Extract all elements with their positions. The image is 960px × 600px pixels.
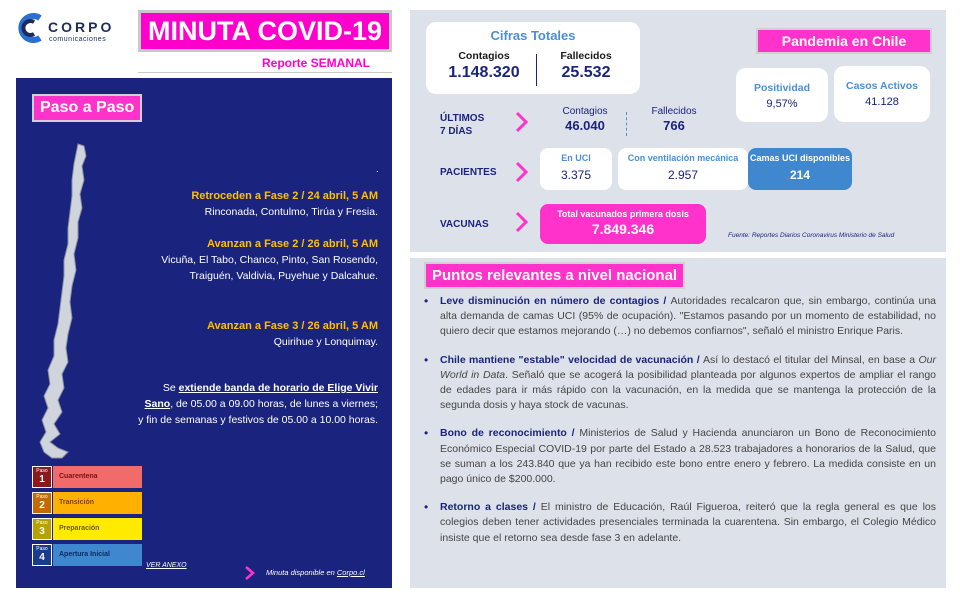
logo-subtitle: comunicaciones bbox=[49, 36, 107, 43]
ultimos-contagios-value: 46.040 bbox=[565, 118, 605, 133]
ultimos-contagios-label: Contagios bbox=[562, 106, 608, 117]
puntos-list bbox=[422, 294, 936, 559]
corpo-logo bbox=[18, 12, 128, 48]
legend-number bbox=[32, 492, 52, 514]
vent-label: Con ventilación mecánica bbox=[627, 153, 739, 163]
vacunas-label: VACUNAS bbox=[440, 219, 489, 230]
ultimos-line-2: 7 DÍAS bbox=[440, 126, 473, 137]
ultimos-line-1: ÚLTIMOS bbox=[440, 113, 485, 124]
ultimos-contagios bbox=[540, 106, 630, 133]
paso-a-paso-title: Paso a Paso bbox=[32, 94, 142, 122]
bullet-body: Autoridades recalcaron que, sin embargo, continúa una alta demanda de camas UCI (95% de ocupación). "Estamos pasando por un momento de estabilidad, no quiero decir que estamos mejorando (…) no debemos confiarnos", señaló el ministro Enrique Paris. bbox=[440, 295, 936, 338]
fallecidos-value: 25.532 bbox=[561, 64, 611, 81]
pandemia-title: Pandemia en Chile bbox=[756, 28, 932, 54]
list-item bbox=[422, 294, 936, 340]
chile-map-icon bbox=[32, 142, 112, 462]
uci-value: 3.375 bbox=[560, 168, 592, 182]
ver-anexo-link[interactable]: VER ANEXO bbox=[146, 562, 187, 569]
legend-label: Transición bbox=[53, 492, 142, 514]
report-subtitle: Reporte SEMANAL bbox=[262, 56, 371, 70]
ultimos-divider bbox=[626, 112, 627, 136]
extension-pre: Se bbox=[162, 382, 179, 394]
legend-number-value: 2 bbox=[39, 500, 45, 511]
fase-heading: Retroceden a Fase 2 / 24 abril, 5 AM bbox=[191, 190, 378, 202]
contagios-value: 1.148.320 bbox=[448, 64, 520, 81]
positividad-label: Positividad bbox=[753, 82, 810, 94]
cifras-totales-card bbox=[426, 22, 640, 94]
legend-number-value: 1 bbox=[39, 474, 45, 485]
pacientes-label: PACIENTES bbox=[440, 167, 497, 178]
chevron-right-icon bbox=[244, 565, 256, 581]
legend-row-apertura bbox=[32, 544, 128, 566]
vac-value: 7.849.346 bbox=[591, 221, 655, 237]
en-uci-card bbox=[540, 148, 612, 190]
elige-vivir-sano-link: extiende banda de horario de Elige Vivir Sano bbox=[144, 382, 378, 410]
contagios-label: Contagios bbox=[458, 50, 510, 62]
uci-label: En UCI bbox=[561, 153, 591, 163]
bullet-body: El ministro de Educación, Raúl Figueroa, reiteró que la regla general es que los colegios deben tener actividades presenciales terminada la cuarentena. Sin embargo, el Colegio Médico insiste que el retorno sea desde fase 3 en adelante. bbox=[440, 501, 936, 544]
legend-paso-tag: Paso bbox=[36, 468, 48, 474]
legend-number bbox=[32, 518, 52, 540]
ultimos-fallecidos bbox=[634, 106, 714, 133]
vent-value: 2.957 bbox=[667, 168, 699, 182]
legend-paso-tag: Paso bbox=[36, 546, 48, 552]
fallecidos-total bbox=[536, 50, 636, 82]
legend-row-preparacion bbox=[32, 518, 128, 540]
page-title: MINUTA COVID-19 bbox=[138, 10, 392, 52]
vac-label: Total vacunados primera dosis bbox=[557, 209, 689, 219]
fase-heading: Avanzan a Fase 3 / 26 abril, 5 AM bbox=[207, 320, 378, 332]
bullet-heading: Leve disminución en número de contagios / bbox=[440, 295, 671, 307]
legend-label: Preparación bbox=[53, 518, 142, 540]
legend-number-value: 3 bbox=[39, 526, 45, 537]
positividad-card bbox=[736, 68, 828, 122]
bullet-body: Ministerios de Salud y Hacienda anunciaron un Bono de Reconocimiento Económico Especial COVID-19 por parte del Estado a 28.523 trabajadores a honorarios de la Salud, que se suman a los 243.840 que ya han recibido este bono entre enero y febrero. La medida consiste en un pago único de $200.000. bbox=[440, 427, 936, 486]
puntos-title: Puntos relevantes a nivel nacional bbox=[424, 262, 685, 289]
ultimos-fallecidos-value: 766 bbox=[663, 118, 685, 133]
chevron-right-icon bbox=[514, 210, 530, 234]
puntos-relevantes-panel bbox=[410, 258, 946, 588]
list-item bbox=[422, 353, 936, 414]
cifras-title: Cifras Totales bbox=[490, 28, 576, 43]
corpo-link[interactable]: Corpo.cl bbox=[336, 568, 365, 577]
stray-dot: . bbox=[376, 164, 379, 174]
chevron-right-icon bbox=[514, 160, 530, 184]
header-divider bbox=[138, 72, 392, 73]
chevron-right-icon bbox=[514, 110, 530, 134]
camas-label: Camas UCI disponibles bbox=[749, 153, 851, 163]
bullet-heading: Retorno a clases / bbox=[440, 501, 541, 514]
list-item bbox=[422, 426, 936, 487]
fase-block-retroceden bbox=[118, 188, 378, 220]
ultimos-label bbox=[440, 112, 484, 138]
horario-extension-block bbox=[138, 380, 378, 428]
camas-value: 214 bbox=[789, 168, 811, 182]
fase-block-avanzan-3 bbox=[128, 318, 378, 350]
legend-number bbox=[32, 466, 52, 488]
legend-number-value: 4 bbox=[39, 552, 45, 563]
legend-number bbox=[32, 544, 52, 566]
fallecidos-label: Fallecidos bbox=[560, 50, 612, 62]
ventilacion-card bbox=[618, 148, 748, 190]
fase-communes: Quirihue y Lonquimay. bbox=[273, 336, 378, 348]
contagios-total bbox=[434, 50, 534, 82]
logo-name: CORPO bbox=[48, 19, 115, 35]
vacunados-card bbox=[540, 204, 706, 244]
legend-row-transicion bbox=[32, 492, 128, 514]
casos-label: Casos Activos bbox=[846, 80, 918, 92]
legend-row-cuarentena bbox=[32, 466, 128, 488]
paso-a-paso-panel bbox=[16, 78, 392, 588]
fase-block-avanzan-2 bbox=[128, 236, 378, 284]
legend-label: Cuarentena bbox=[53, 466, 142, 488]
legend-paso-tag: Paso bbox=[36, 494, 48, 500]
ultimos-fallecidos-label: Fallecidos bbox=[651, 106, 697, 117]
casos-value: 41.128 bbox=[865, 96, 899, 108]
legend-label: Apertura Inicial bbox=[53, 544, 142, 566]
bullet-italic: Our World in Data bbox=[440, 353, 936, 381]
fase-heading: Avanzan a Fase 2 / 26 abril, 5 AM bbox=[207, 238, 378, 250]
minuta-disponible bbox=[266, 568, 365, 577]
corpo-logo-icon bbox=[18, 12, 46, 44]
paso-legend bbox=[32, 466, 128, 570]
bullet-body-2: . Señaló que se acogerá la posibilidad planteada por algunos expertos de ampliar el rango de edades para ir más rápido con la vacunación, en la medida que se mantenga la protección de la segunda dosis y haya stock de vacunas. bbox=[440, 368, 936, 412]
fase-communes: Rinconada, Contulmo, Tirúa y Fresia. bbox=[204, 206, 378, 218]
bullet-heading: Bono de reconocimiento / bbox=[440, 427, 580, 440]
positividad-value: 9,57% bbox=[766, 98, 798, 110]
legend-paso-tag: Paso bbox=[36, 520, 48, 526]
bullet-heading: Chile mantiene "estable" velocidad de vacunación / bbox=[440, 353, 704, 366]
list-item bbox=[422, 500, 936, 546]
source-note: Fuente: Reportes Diarios Coronavirus Ministerio de Salud bbox=[728, 232, 895, 239]
minuta-text: Minuta disponible en bbox=[266, 568, 337, 577]
extension-post: , de 05.00 a 09.00 horas, de lunes a viernes; y fin de semanas y festivos de 05.00 a 10.00 horas. bbox=[138, 398, 378, 426]
camas-uci-card bbox=[748, 148, 852, 190]
casos-activos-card bbox=[834, 66, 930, 122]
bullet-body: Así lo destacó el titular del Minsal, en base a bbox=[703, 353, 919, 366]
stats-panel bbox=[410, 10, 946, 252]
fase-communes: Vicuña, El Tabo, Chanco, Pinto, San Rosendo, Traiguén, Valdivia, Puyehue y Dalcahue. bbox=[161, 254, 378, 282]
